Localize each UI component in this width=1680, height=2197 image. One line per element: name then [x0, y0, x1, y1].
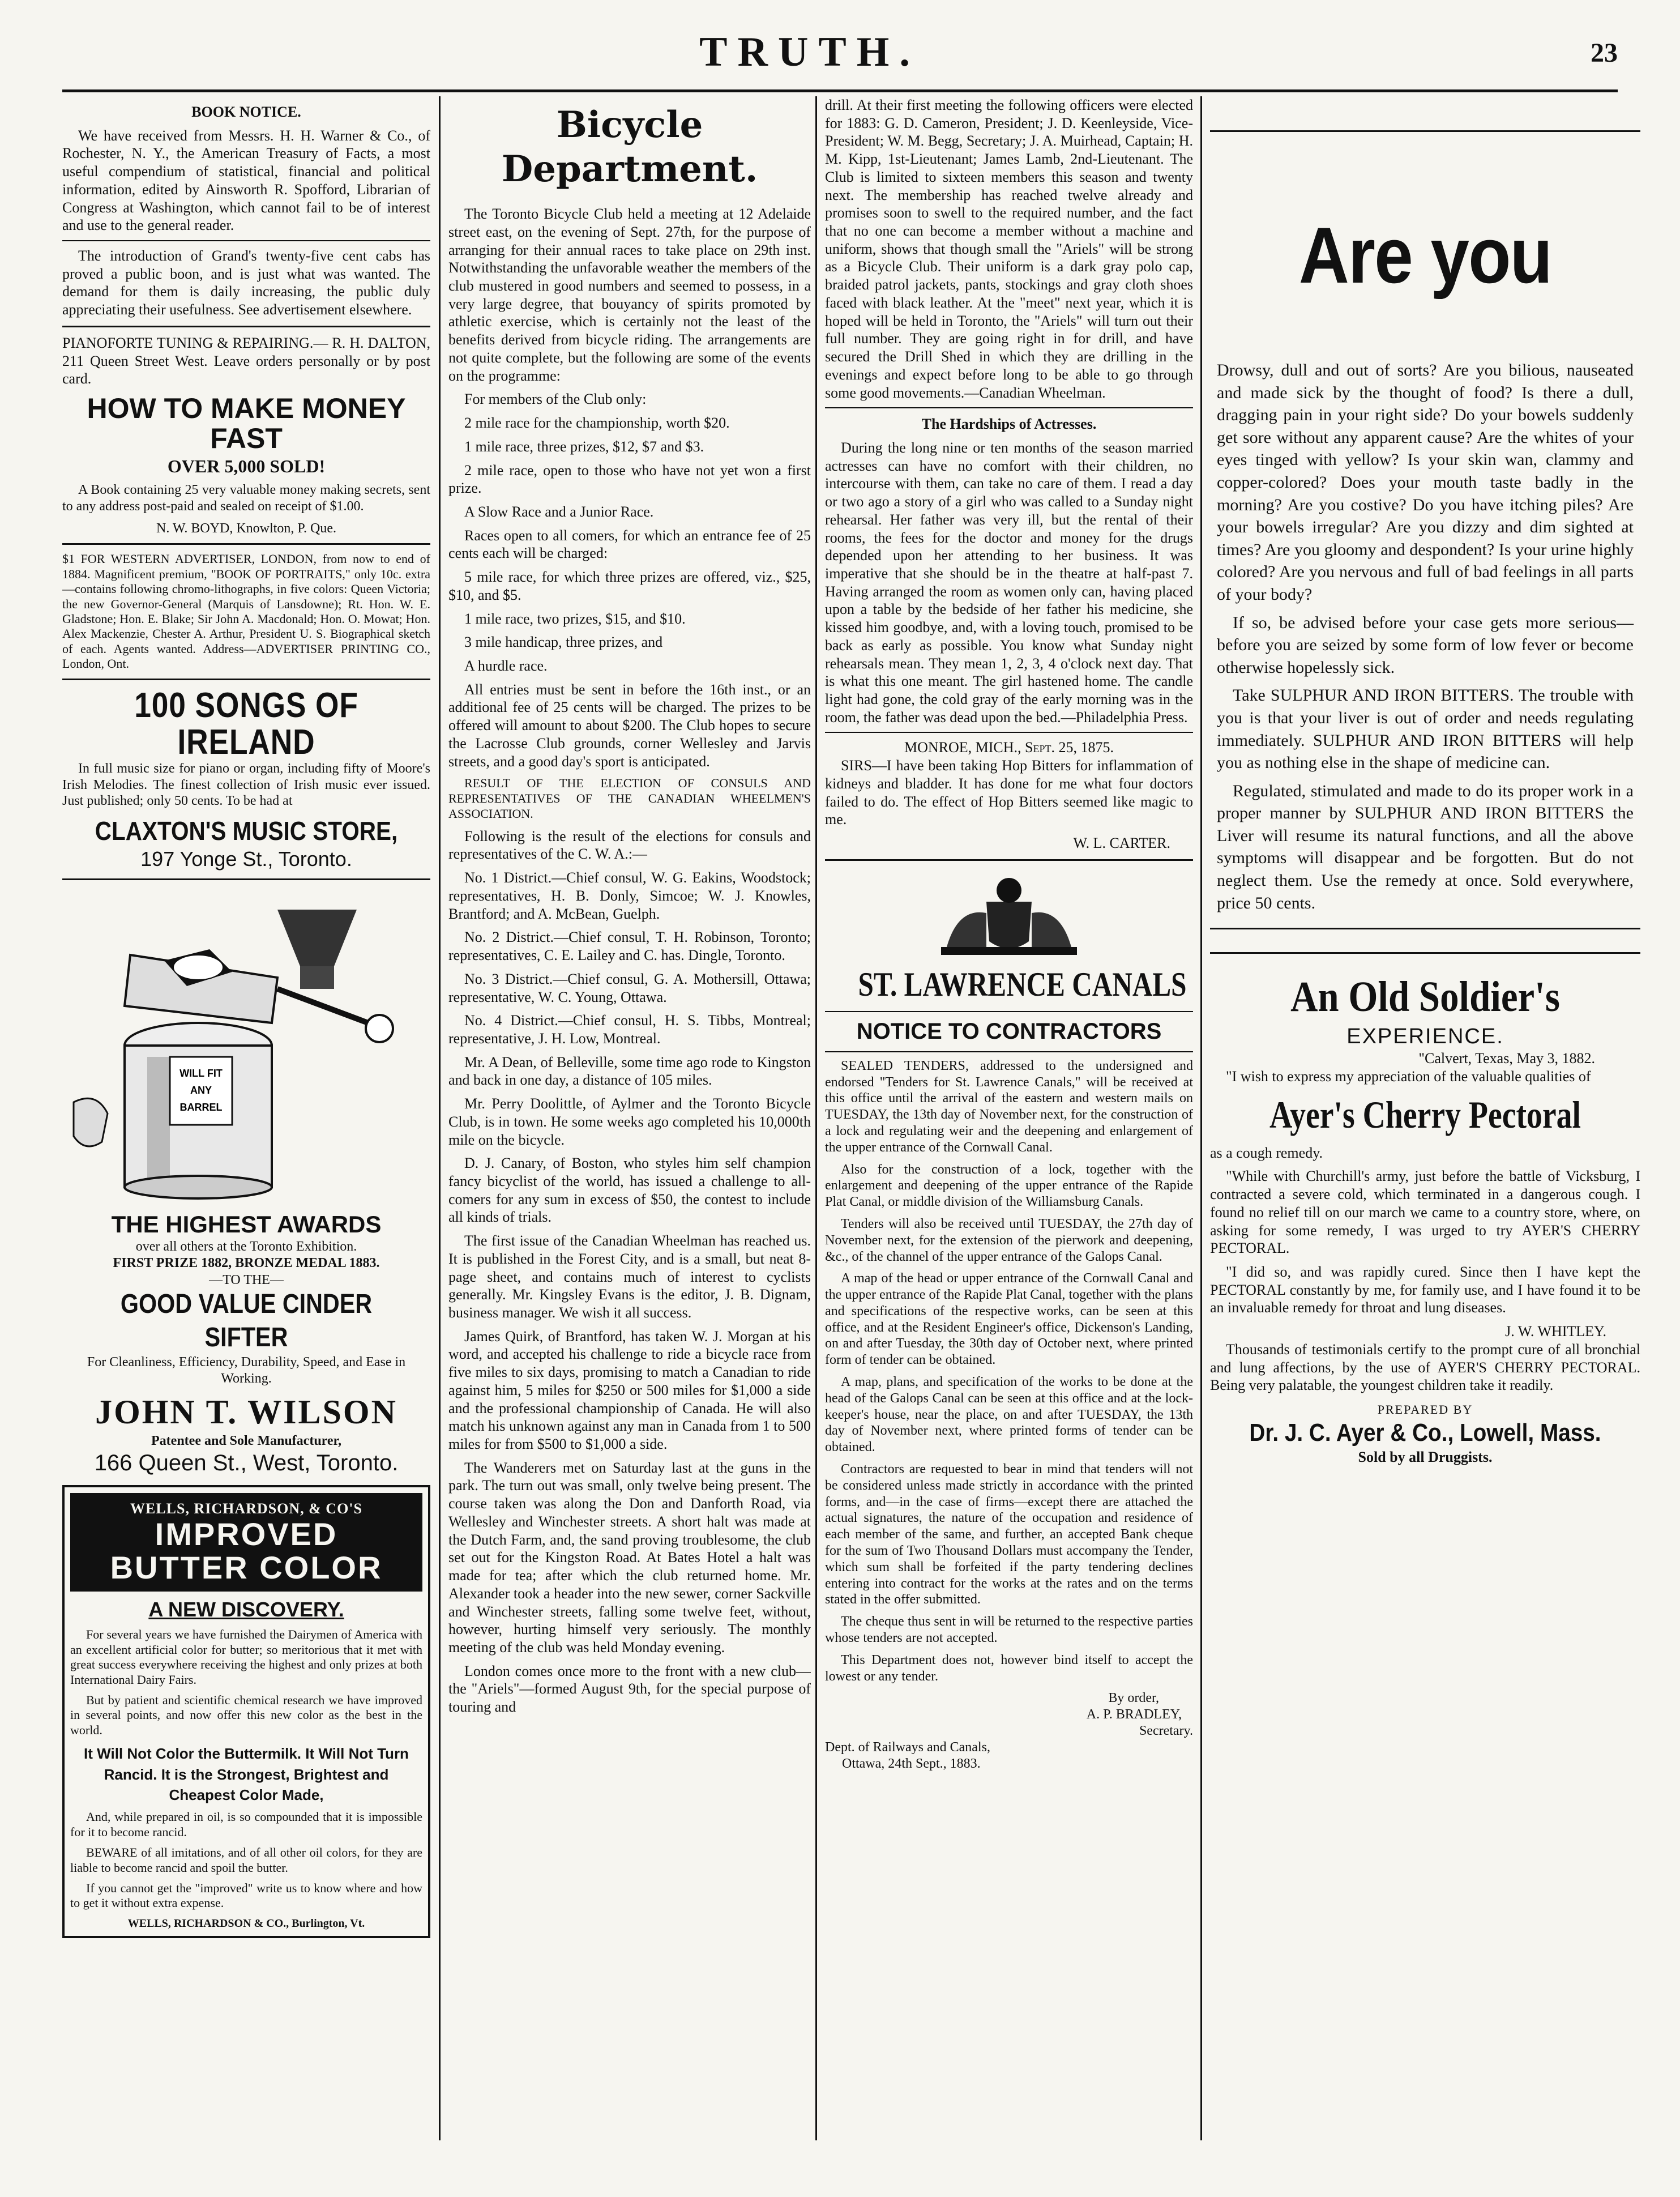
- bicycle-para: A Slow Race and a Junior Race.: [464, 503, 654, 520]
- column-3: [815, 96, 1193, 2140]
- divider: [62, 240, 430, 241]
- tender-para: The cheque thus sent in will be returned to the respective parties whose tenders are not accepted.: [825, 1614, 1193, 1646]
- bicycle-para: No. 2 District.—Chief consul, T. H. Robinson, Toronto; representatives, C. E. Lailey and C. has. Dingle, Toronto.: [448, 929, 811, 964]
- money-ad-headline: HOW TO MAKE MONEY FAST: [87, 393, 406, 454]
- sifter-awards-headline: THE HIGHEST AWARDS: [111, 1211, 382, 1238]
- book-notice-para-1: We have received from Messrs. H. H. Warner & Co., of Rochester, N. Y., the American Treasury of Facts, a most useful compendium of statistical, financial and political information, edited by Ainsworth R. Spofford, Librarian of Congress at Washington, which cannot fail to be of interest and use to the general reader.: [62, 127, 430, 234]
- tender-date: Ottawa, 24th Sept., 1883.: [842, 1756, 981, 1771]
- butter-color-ad: [62, 1485, 430, 1938]
- bicycle-para: No. 1 District.—Chief consul, W. G. Eakins, Woodstock; representatives, H. B. Donly, Simcoe; W. J. Knowles, Brantford; and A. McBean, Guelph.: [448, 869, 811, 922]
- actresses-para: During the long nine or ten months of the season married actresses can have no comfort with their children, no intercourse with them, can take no care of them. I read a day or two ago a story of a girl who was called to a Sunday night rehearsal. Her father was very ill, but the rental of their rooms, the fees for the doctor and money for the drugs depended upon her attending to her business. It was imperative that she should be in the theatre at half-past 7. Having arranged the room as women only can, having placed upon a table by the bedside of her father his medicine, she kissed him goodbye, and, with a loving touch, promised to be back as early as possible. You know what Sunday night rehearsals mean. They mean 1, 2, 3, 4 o'clock next day. That is what this one meant. The girl hastened home. The candle light had gone, the cold gray of the early morning was in the room, the father was dead upon the bed.—Philadelphia Press.: [825, 439, 1193, 726]
- bicycle-para: 1 mile race, two prizes, $15, and $10.: [464, 610, 686, 627]
- ariels-para: drill. At their first meeting the following officers were elected for 1883: G. D. Cameron, President; J. D. Keenleyside, Vice-President; W. M. Begg, Secretary; J. A. Muirhead, Captain; H. M. Kipp, 1st-Lieutenant; James Lamb, 2nd-Lieutenant. The Club is limited to sixteen members this season and twenty next. The membership has reached twelve already and promises soon to swell to the required number, and the fact that no one can become a member without a machine and uniform, shows that though small the "Ariels" will be strong as a Bicycle Club. Their uniform is a dark gray polo cap, braided patrol jackets, pants, stockings and gray cloth shoes faced with black leather. At the "meet" next year, which it is hoped will be held in Toronto, the "Ariels" will turn out their full number. They are going right in for drill, and have secured the Drill Shed in which they are drilling in the evenings and expect before long to be able to go through some good movements.—Canadian Wheelman.: [825, 97, 1193, 401]
- divider: [1210, 952, 1640, 954]
- bicycle-para: 1 mile race, three prizes, $12, $7 and $3.: [464, 438, 704, 455]
- divider: [825, 732, 1193, 733]
- bicycle-para: No. 3 District.—Chief consul, G. A. Mothersill, Ottawa; representative, W. C. Young, Ottawa.: [448, 970, 811, 1005]
- piano-tuning-ad: PIANOFORTE TUNING & REPAIRING.— R. H. DALTON, 211 Queen Street West. Leave orders personally or by post card.: [62, 334, 430, 387]
- old-soldier-headline: An Old Soldier's: [1290, 973, 1560, 1021]
- divider: [825, 407, 1193, 408]
- sifter-address: 166 Queen St., West, Toronto.: [94, 1451, 399, 1476]
- sulphur-iron-bitters-ad: [1210, 130, 1640, 929]
- songs-ad-headline: 100 SONGS OF IRELAND: [134, 685, 358, 762]
- ayer-para: Thousands of testimonials certify to the prompt cure of all bronchial and lung affections, by the use of AYER'S CHERRY PECTORAL. Being very palatable, the youngest children take it readily.: [1210, 1341, 1640, 1394]
- bicycle-para: London comes once more to the front with a new club—the "Ariels"—formed August 9th, for the special purpose of touring and: [448, 1662, 811, 1716]
- money-ad-address: N. W. BOYD, Knowlton, P. Que.: [156, 521, 337, 536]
- bicycle-para: James Quirk, of Brantford, has taken W. J. Morgan at his word, and accepted his challenge to ride a bicycle race from five miles to six days, promising to match a Canadian to ride against him, 5 miles for $250 or 500 miles for $1,000 a side and the professional championship of Canada. He will also match his unknown against any man in Canada from 1 to 500 miles for from $500 to $1,000 a side.: [448, 1328, 811, 1453]
- notice-to-contractors: NOTICE TO CONTRACTORS: [856, 1018, 1162, 1044]
- divider: [825, 1051, 1193, 1052]
- masthead-rule: [62, 89, 1618, 92]
- tender-signer: A. P. BRADLEY,: [1086, 1707, 1182, 1722]
- royal-coat-of-arms-icon: [924, 868, 1094, 958]
- bicycle-para: All entries must be sent in before the 16th inst., or an additional fee of 25 cents will be charged. The prizes to be offered will amount to about $200. The Club hopes to secure the Lacrosse Club grounds, corner Wellesley and Jarvis streets, and a good day's sport is anticipated.: [448, 681, 811, 770]
- divider: [62, 326, 430, 327]
- actresses-heading: The Hardships of Actresses.: [921, 416, 1097, 433]
- experience-subheading: EXPERIENCE.: [1346, 1024, 1504, 1048]
- bicycle-para: Mr. A Dean, of Belleville, some time ago rode to Kingston and back in one day, a distance of 105 miles.: [448, 1053, 811, 1089]
- ayer-maker: Dr. J. C. Ayer & Co., Lowell, Mass.: [1249, 1418, 1601, 1447]
- divider: [825, 859, 1193, 861]
- sifter-product-name: GOOD VALUE CINDER SIFTER: [120, 1289, 373, 1353]
- column-1: [62, 96, 430, 2140]
- sifter-maker-sub: Patentee and Sole Manufacturer,: [151, 1434, 341, 1449]
- divider: [62, 679, 430, 680]
- hop-bitters-signature: W. L. CARTER.: [1073, 835, 1170, 852]
- are-you-text-2: If so, be advised before your case gets more serious—before you are seized by some form of low fever or become otherwise hopelessly sick.: [1217, 613, 1634, 677]
- book-notice-para-2: The introduction of Grand's twenty-five cent cabs has proved a public boon, and is just what was wanted. The demand for them is daily increasing, the public duly appreciating their usefulness. See advertisement elsewhere.: [62, 248, 430, 318]
- divider: [62, 543, 430, 545]
- tender-para: This Department does not, however bind itself to accept the lowest or any tender.: [825, 1652, 1193, 1684]
- western-advertiser-ad: $1 FOR WESTERN ADVERTISER, LONDON, from now to end of 1884. Magnificent premium, "BOOK OF PORTRAITS," only 10c. extra—contains following chromo-lithographs, in five colors: Queen Victoria; the new Governor-General (Marquis of Lansdowne); Rt. Hon. W. E. Gladstone; Hon. E. Blake; Sir John A. Macdonald; Hon. O. Mowat; Hon. Alex Mackenzie, Chester A. Arthur, President U. S. Biographical sketch of each. Agents wanted. Address—ADVERTISER PRINTING CO., London, Ont.: [62, 552, 430, 671]
- newspaper-title: TRUTH.: [699, 29, 920, 75]
- bicycle-para: Races open to all comers, for which an entrance fee of 25 cents each will be charged:: [448, 527, 811, 562]
- are-you-text-1: Drowsy, dull and out of sorts? Are you bilious, nauseated and made sick by the thought of food? Is there a dull, dragging pain in your right side? Do your bowels suddenly get sore without any apparent cause? Are the whites of your eyes tinged with yellow? Is your skin wan, clammy and copper-colored? Does your mouth taste badly in the morning? Are you costive? Do you have itching piles? Are your bowels irregular? Are you dizzy and dim sighted at times? Are you gloomy and despondent? Is your urine highly colored? Are you nervous and full of bad feelings in all parts of your body?: [1217, 361, 1634, 604]
- illustration-label-3: BARREL: [179, 1102, 223, 1114]
- are-you-text-3: Take SULPHUR AND IRON BITTERS. The trouble with you is that your liver is out of order and needs regulating immediately. SULPHUR AND IRON BITTERS will help you as nothing else in the shape of medicine can.: [1217, 686, 1634, 773]
- column-4: [1200, 96, 1640, 2140]
- cherry-pectoral-product: Ayer's Cherry Pectoral: [1269, 1093, 1581, 1136]
- tender-para: Contractors are requested to bear in mind that tenders will not be considered unless made strictly in accordance with the printed forms, and—in the case of firms—except there are attached the actual signatures, the nature of the occupation and residence of each member of the same, and further, an accepted Bank cheque for the sum of Two Thousand Dollars must accompany the Tender, which sum shall be forfeited if the party tendering declines entering into contract for the works at the rates and on the terms stated in the offer submitted.: [825, 1462, 1193, 1607]
- bicycle-para: 5 mile race, for which three prizes are offered, viz., $25, $10, and $5.: [448, 569, 811, 603]
- tender-department: Dept. of Railways and Canals,: [825, 1739, 990, 1755]
- bicycle-para: A hurdle race.: [464, 657, 548, 674]
- butter-ad-line-1: IMPROVED: [155, 1516, 338, 1552]
- cinder-sifter-drawing: [62, 887, 425, 1204]
- bicycle-para: The Toronto Bicycle Club held a meeting at 12 Adelaide street east, on the evening of Sept. 27th, for the purpose of arranging for their annual races to take place on 29th inst. Notwithstanding the unfavorable weather the members of the club mustered in good numbers and seemed to possess, in a very large degree, that bouyancy of spirits promoted by athletic exercise, which is certainly not the least of the benefits derived from bicycle riding. The arrangements are not quite complete, but the following are some of the events on the programme:: [448, 206, 811, 384]
- sifter-qualities: For Cleanliness, Efficiency, Durability, Speed, and Ease in Working.: [87, 1355, 406, 1387]
- butter-ad-text-3: And, while prepared in oil, is so compounded that it is impossible for it to become rancid.: [70, 1810, 422, 1839]
- butter-ad-header: [70, 1493, 422, 1591]
- bicycle-para: D. J. Canary, of Boston, who styles him self champion fancy bicyclist of the world, has issued a challenge to all-comers for any sum in excess of $50, the contest to include all kinds of trials.: [448, 1155, 811, 1226]
- bicycle-para: 3 mile handicap, three prizes, and: [464, 634, 663, 651]
- book-notice-heading: BOOK NOTICE.: [191, 104, 301, 120]
- ayer-testimonial-signer: J. W. WHITLEY.: [1505, 1323, 1606, 1340]
- ayer-para: "I wish to express my appreciation of the valuable qualities of: [1226, 1068, 1591, 1085]
- sifter-prizes: FIRST PRIZE 1882, BRONZE MEDAL 1883.: [113, 1256, 380, 1271]
- prepared-by: PREPARED BY: [1377, 1402, 1473, 1417]
- butter-ad-text-4: BEWARE of all imitations, and of all other oil colors, for they are liable to become rancid and spoil the butter.: [70, 1845, 422, 1875]
- tender-para: A map of the head or upper entrance of the Cornwall Canal and the upper entrance of the Rapide Plat Canal, together with the plans and specifications of the respective works, can be seen at this office, and at the Resident Engineer's office, Dickenson's Landing, on and after Tuesday, the 30th day of October next, where printed form of tender can be obtained.: [825, 1271, 1193, 1368]
- column-2: [439, 96, 811, 2140]
- butter-ad-footer: WELLS, RICHARDSON & CO., Burlington, Vt.: [127, 1917, 365, 1930]
- bicycle-para: For members of the Club only:: [464, 391, 647, 408]
- are-you-text-4: Regulated, stimulated and made to do its proper work in a proper manner by SULPHUR AND IRON BITTERS the Liver will resume its natural functions, and all the above symptoms will disappear and be forgotten. But do not neglect them. Use the remedy at once. Sold everywhere, price 50 cents.: [1217, 781, 1634, 912]
- sifter-to-the: —TO THE—: [209, 1272, 284, 1287]
- butter-ad-bold-claims: It Will Not Color the Buttermilk. It Will Not Turn Rancid. It is the Strongest, Brightest and Cheapest Color Made,: [84, 1745, 409, 1803]
- hop-bitters-letter: SIRS—I have been taking Hop Bitters for inflammation of kidneys and bladder. It has done for me what four doctors failed to do. The effect of Hop Bitters seemed like magic to me.: [825, 757, 1193, 828]
- bicycle-para: 2 mile race, open to those who have not yet won a first prize.: [448, 462, 811, 497]
- money-ad-text: A Book containing 25 very valuable money making secrets, sent to any address post-paid and sealed on receipt of $1.00.: [62, 483, 430, 514]
- money-ad-subheadline: OVER 5,000 SOLD!: [167, 456, 326, 477]
- bicycle-para: Mr. Perry Doolittle, of Aylmer and the Toronto Bicycle Club, is in town. He some weeks ago completed his 10,000th mile on the bicycle.: [448, 1095, 811, 1148]
- tender-para: A map, plans, and specification of the works to be done at the head of the Galops Canal can be seen at this office and at the lock-keeper's house, near the place, on and after TUESDAY, the 13th day of November next, where printed forms of tender can be obtained.: [825, 1375, 1193, 1455]
- bicycle-para: The first issue of the Canadian Wheelman has reached us. It is published in the Forest City, and is a small, but neat 8-page sheet, and contains much of interest to cyclists generally. Mr. Kingsley Evans is the editor, J. B. Dignam, business manager. We wish it all success.: [448, 1232, 811, 1321]
- by-order: By order,: [1108, 1691, 1159, 1706]
- butter-ad-brand: WELLS, RICHARDSON, & CO'S: [130, 1500, 362, 1517]
- bicycle-para: 2 mile race for the championship, worth $20.: [464, 415, 730, 432]
- songs-ad-text: In full music size for piano or organ, including fifty of Moore's Irish Melodies. The finest collection of Irish music ever issued. Just published; only 50 cents. To be had at: [62, 761, 430, 809]
- divider: [825, 1011, 1193, 1012]
- ayer-para: "While with Churchill's army, just before the battle of Vicksburg, I contracted a severe cold, which terminated in a dangerous cough. I found no relief till on our march we came to a country store, where, on asking for some remedy, I was urged to try AYER'S CHERRY PECTORAL.: [1210, 1168, 1640, 1257]
- tender-secretary: Secretary.: [1139, 1724, 1193, 1739]
- ayer-para: as a cough remedy.: [1210, 1144, 1323, 1161]
- bicycle-para: Following is the result of the elections for consuls and representatives of the C. W. A.:—: [448, 827, 811, 863]
- butter-ad-discovery: A NEW DISCOVERY.: [148, 1597, 344, 1621]
- butter-ad-text-2: But by patient and scientific chemical research we have improved in several points, and now offer this new color as the best in the world.: [70, 1693, 422, 1737]
- songs-ad-store: CLAXTON'S MUSIC STORE,: [95, 816, 398, 846]
- election-subheading: RESULT OF THE ELECTION OF CONSULS AND REPRESENTATIVES OF THE CANADIAN WHEELMEN'S ASSOCIATION.: [448, 776, 811, 821]
- butter-ad-text-5: If you cannot get the "improved" write us to know where and how to get it without extra expense.: [70, 1880, 422, 1910]
- divider: [62, 878, 430, 880]
- canals-heading: ST. LAWRENCE CANALS: [858, 965, 1187, 1003]
- sifter-maker: JOHN T. WILSON: [95, 1393, 397, 1431]
- hop-bitters-dateline: MONROE, MICH., Sept. 25, 1875.: [904, 739, 1114, 756]
- illustration-label-1: WILL FIT: [179, 1068, 223, 1080]
- ayer-para: "I did so, and was rapidly cured. Since then I have kept the PECTORAL constantly by me, for family use, and I have found it to be an invaluable remedy for throat and lung diseases.: [1210, 1264, 1640, 1316]
- tender-para: SEALED TENDERS, addressed to the undersigned and endorsed "Tenders for St. Lawrence Canals," will be received at this office until the arrival of the eastern and western mails on TUESDAY, the 13th day of November next, for the construction of a lock and regulating weir and the deepening and enlargement of the upper entrance of the Cornwall Canal.: [825, 1058, 1193, 1155]
- tender-para: Also for the construction of a lock, together with the enlargement and deepening of the upper entrance of the Rapide Plat Canal, or middle division of the Williamsburg Canals.: [825, 1162, 1193, 1210]
- calvert-dateline: "Calvert, Texas, May 3, 1882.: [1418, 1050, 1595, 1067]
- bicycle-para: The Wanderers met on Saturday last at the guns in the park. The turn out was small, only twelve being present. The course taken was along the Don and Danforth Road, via Wellesley and Winchester streets. A short halt was made at the Dutch Farm, and, the sand proving troublesome, the club set out for the Kingston Road. At Bates Hotel a halt was made for tea; after which the club returned home. Mr. Alexander took a header into the new sewer, corner Sackville and Winchester streets, falling some twelve feet, without, however, hurting himself very seriously. The monthly meeting of the club was held Monday evening.: [448, 1459, 811, 1656]
- tender-para: Tenders will also be received until TUESDAY, the 27th day of November next, for the extension of the pierwork and deepening, &c., of the channel of the upper entrance of the Galops Canal.: [825, 1216, 1193, 1264]
- masthead: [0, 17, 1680, 79]
- bicycle-para: No. 4 District.—Chief consul, H. S. Tibbs, Montreal; representative, J. H. Low, Montreal.: [448, 1012, 811, 1047]
- are-you-headline: Are you: [1298, 211, 1552, 300]
- cinder-sifter-illustration: [62, 887, 430, 1204]
- songs-ad-address: 197 Yonge St., Toronto.: [140, 847, 352, 871]
- page-number: 23: [1591, 38, 1618, 68]
- illustration-label-2: ANY: [190, 1085, 212, 1097]
- bicycle-department-heading: Bicycle Department.: [501, 104, 758, 191]
- sifter-awards-over: over all others at the Toronto Exhibition.: [135, 1239, 357, 1255]
- butter-ad-text-1: For several years we have furnished the Dairymen of America with an excellent artificial color for butter; so meritorious that it met with great success everywhere receiving the highest and only prizes at both International Dairy Fairs.: [70, 1627, 422, 1687]
- sold-by-druggists: Sold by all Druggists.: [1358, 1448, 1493, 1465]
- butter-ad-line-2: BUTTER COLOR: [110, 1549, 383, 1585]
